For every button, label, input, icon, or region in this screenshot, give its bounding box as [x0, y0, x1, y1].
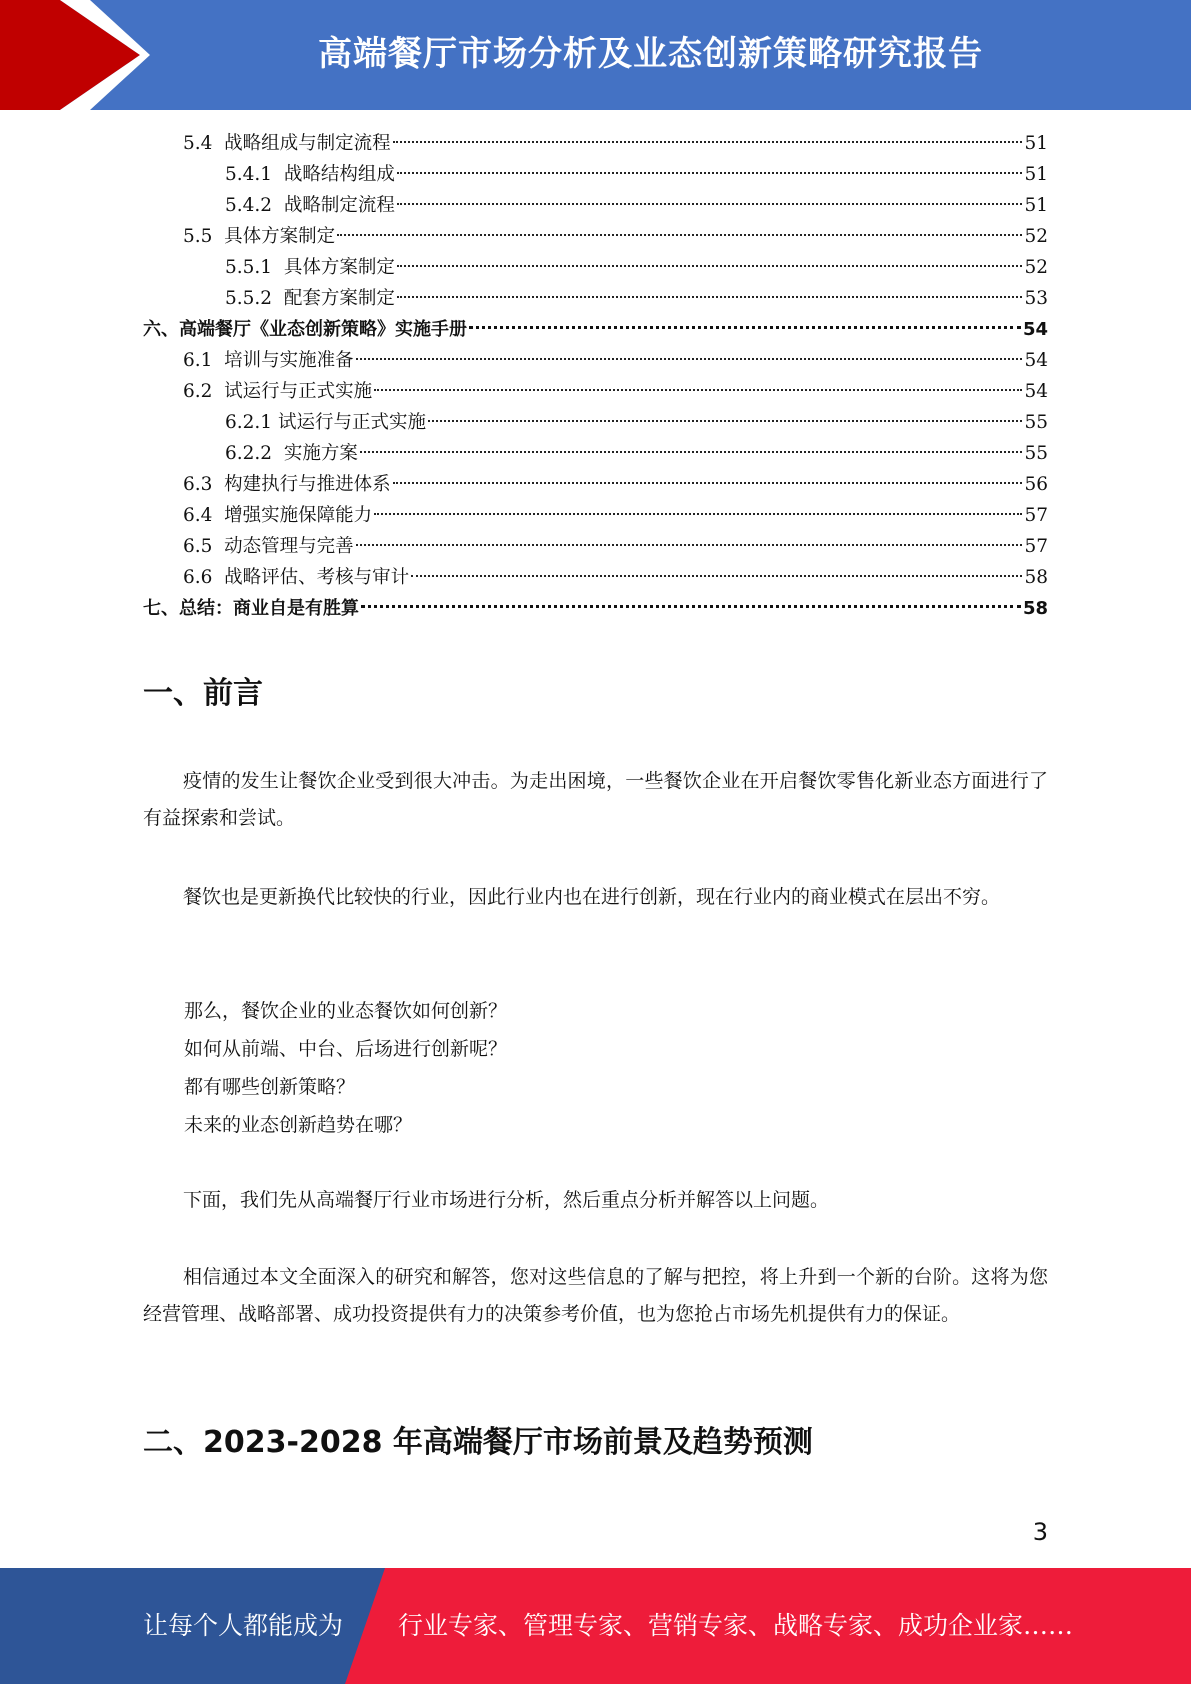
toc-entry-label: 5.4.1 战略结构组成 [225, 164, 395, 185]
toc-entry-label: 6.2 试运行与正式实施 [183, 381, 373, 402]
toc-leader-dots [397, 265, 1023, 267]
toc-entry-label: 6.4 增强实施保障能力 [183, 505, 373, 526]
toc-entry-label: 5.5 具体方案制定 [183, 226, 336, 247]
paragraph: 餐饮也是更新换代比较快的行业，因此行业内也在进行创新，现在行业内的商业模式在层出不穷。 [183, 886, 1001, 908]
toc-entry-page: 55 [1024, 443, 1048, 464]
toc-entry[interactable] [143, 376, 1048, 407]
question-line: 都有哪些创新策略？ [184, 1076, 356, 1098]
toc-entry[interactable] [143, 345, 1048, 376]
toc-entry-page: 51 [1024, 195, 1048, 216]
toc-entry[interactable] [143, 128, 1048, 159]
toc-entry-page: 51 [1024, 164, 1048, 185]
toc-entry[interactable] [143, 469, 1048, 500]
page-footer [0, 1568, 1191, 1684]
toc-entry-page: 55 [1024, 412, 1048, 433]
section-heading-forecast: 二、2023-2028 年高端餐厅市场前景及趋势预测 [143, 1425, 813, 1460]
toc-leader-dots [469, 326, 1021, 329]
toc-entry-page: 54 [1024, 350, 1048, 371]
toc-entry-page: 52 [1024, 257, 1048, 278]
footer-slogan-right: 行业专家、管理专家、营销专家、战略专家、成功企业家…… [398, 1611, 1074, 1640]
toc-leader-dots [374, 513, 1022, 515]
toc-entry[interactable] [143, 314, 1048, 345]
toc-entry-label: 6.2.1 试运行与正式实施 [225, 412, 426, 433]
toc-leader-dots [397, 296, 1023, 298]
toc-entry[interactable] [143, 283, 1048, 314]
toc-entry-page: 57 [1024, 505, 1048, 526]
toc-entry[interactable] [143, 407, 1048, 438]
toc-leader-dots [393, 482, 1023, 484]
page-header [0, 0, 1191, 110]
toc-entry-page: 54 [1022, 319, 1048, 340]
toc-entry-label: 6.1 培训与实施准备 [183, 350, 354, 371]
toc-entry-label: 七、总结：商业自是有胜算 [143, 598, 359, 619]
toc-entry-page: 57 [1024, 536, 1048, 557]
toc-leader-dots [411, 575, 1022, 577]
toc-entry-page: 56 [1024, 474, 1048, 495]
toc-leader-dots [397, 203, 1023, 205]
toc-leader-dots [356, 358, 1023, 360]
toc-entry-label: 6.6 战略评估、考核与审计 [183, 567, 410, 588]
toc-entry-label: 6.2.2 实施方案 [225, 443, 358, 464]
report-title: 高端餐厅市场分析及业态创新策略研究报告 [318, 34, 983, 74]
toc-entry-label: 5.5.2 配套方案制定 [225, 288, 395, 309]
toc-entry-label: 5.4 战略组成与制定流程 [183, 133, 391, 154]
toc-entry[interactable] [143, 221, 1048, 252]
question-line: 那么，餐饮企业的业态餐饮如何创新？ [184, 1000, 508, 1022]
toc-leader-dots [374, 389, 1022, 391]
paragraph: 相信通过本文全面深入的研究和解答，您对这些信息的了解与把控，将上升到一个新的台阶。这将为您经营管理、战略部署、成功投资提供有力的决策参考价值，也为您抢占市场先机提供有力的保证。 [143, 1266, 1048, 1325]
page-number: 3 [1032, 1518, 1048, 1546]
footer-slogan-left: 让每个人都能成为 [143, 1611, 344, 1640]
toc-leader-dots [361, 605, 1021, 608]
header-arrow-decoration [0, 0, 160, 110]
toc-leader-dots [360, 451, 1023, 453]
toc-entry[interactable] [143, 500, 1048, 531]
toc-entry-label: 6.3 构建执行与推进体系 [183, 474, 391, 495]
toc-leader-dots [428, 420, 1022, 422]
toc-entry[interactable] [143, 531, 1048, 562]
toc-entry[interactable] [143, 438, 1048, 469]
toc-entry-page: 54 [1024, 381, 1048, 402]
toc-entry[interactable] [143, 252, 1048, 283]
toc-leader-dots [337, 234, 1022, 236]
question-line: 如何从前端、中台、后场进行创新呢？ [184, 1038, 508, 1060]
toc-entry-label: 5.4.2 战略制定流程 [225, 195, 395, 216]
toc-entry-page: 58 [1024, 567, 1048, 588]
toc-entry-page: 52 [1024, 226, 1048, 247]
paragraph: 下面，我们先从高端餐厅行业市场进行分析，然后重点分析并解答以上问题。 [183, 1189, 830, 1211]
toc-entry[interactable] [143, 159, 1048, 190]
toc-leader-dots [393, 141, 1023, 143]
paragraph: 疫情的发生让餐饮企业受到很大冲击。为走出困境，一些餐饮企业在开启餐饮零售化新业态方面进行了有益探索和尝试。 [143, 770, 1048, 829]
toc-entry-page: 53 [1024, 288, 1048, 309]
toc-leader-dots [356, 544, 1023, 546]
question-line: 未来的业态创新趋势在哪？ [184, 1114, 413, 1136]
toc-entry-label: 6.5 动态管理与完善 [183, 536, 354, 557]
toc-entry-page: 58 [1022, 598, 1048, 619]
section-heading-preface: 一、前言 [143, 676, 263, 711]
toc-entry-label: 六、高端餐厅《业态创新策略》实施手册 [143, 319, 467, 340]
table-of-contents [143, 128, 1048, 624]
toc-entry[interactable] [143, 190, 1048, 221]
toc-entry-label: 5.5.1 具体方案制定 [225, 257, 395, 278]
toc-entry-page: 51 [1024, 133, 1048, 154]
toc-entry[interactable] [143, 562, 1048, 593]
toc-entry[interactable] [143, 593, 1048, 624]
toc-leader-dots [397, 172, 1023, 174]
